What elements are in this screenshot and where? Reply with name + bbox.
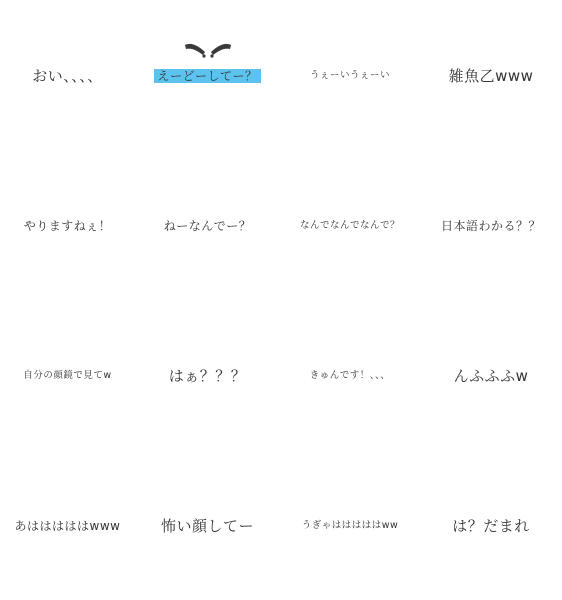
sticker-cell-6[interactable] xyxy=(135,150,280,300)
sticker-cell-10[interactable] xyxy=(135,300,280,450)
sticker-label: んふふふw xyxy=(453,366,529,385)
sticker-label: あはははははwww xyxy=(14,519,121,533)
sticker-cell-15[interactable] xyxy=(280,450,420,600)
sticker-cell-9[interactable] xyxy=(0,300,135,450)
sticker-label: きゅんです！、、、 xyxy=(309,370,391,382)
sticker-cell-5[interactable] xyxy=(0,150,135,300)
sticker-cell-3[interactable] xyxy=(280,0,420,150)
sticker-label: うぎゃはははははww xyxy=(301,520,399,532)
sticker-cell-4[interactable] xyxy=(420,0,562,150)
sticker-cell-14[interactable] xyxy=(135,450,280,600)
sticker-label: おい、、、、 xyxy=(32,66,103,85)
sticker-label: 怖い顔してー xyxy=(160,516,254,535)
sticker-label-highlighted: えーどーしてー？ xyxy=(154,69,260,83)
sticker-cell-7[interactable] xyxy=(280,150,420,300)
sticker-cell-8[interactable] xyxy=(420,150,562,300)
sticker-label: ねーなんでー？ xyxy=(163,219,252,233)
sticker-label: やりますねぇ！ xyxy=(23,219,112,233)
sticker-label: 雑魚乙www xyxy=(448,66,534,85)
sticker-cell-13[interactable] xyxy=(0,450,135,600)
sticker-label: 自分の顔鏡で見てw xyxy=(23,370,112,382)
sticker-cell-11[interactable] xyxy=(280,300,420,450)
sticker-label: 日本語わかる？？ xyxy=(440,219,541,233)
sticker-label: は？だまれ xyxy=(452,516,530,535)
sticker-label: なんでなんでなんで？ xyxy=(299,220,400,232)
sticker-cell-12[interactable] xyxy=(420,300,562,450)
sticker-cell-16[interactable] xyxy=(420,450,562,600)
sticker-label: うぇーいうぇーい xyxy=(309,70,390,82)
sticker-cell-2[interactable] xyxy=(135,0,280,150)
sticker-label: はぁ？？？ xyxy=(168,366,247,385)
sticker-cell-1[interactable] xyxy=(0,0,135,150)
angry-eyebrows-icon xyxy=(183,38,233,60)
